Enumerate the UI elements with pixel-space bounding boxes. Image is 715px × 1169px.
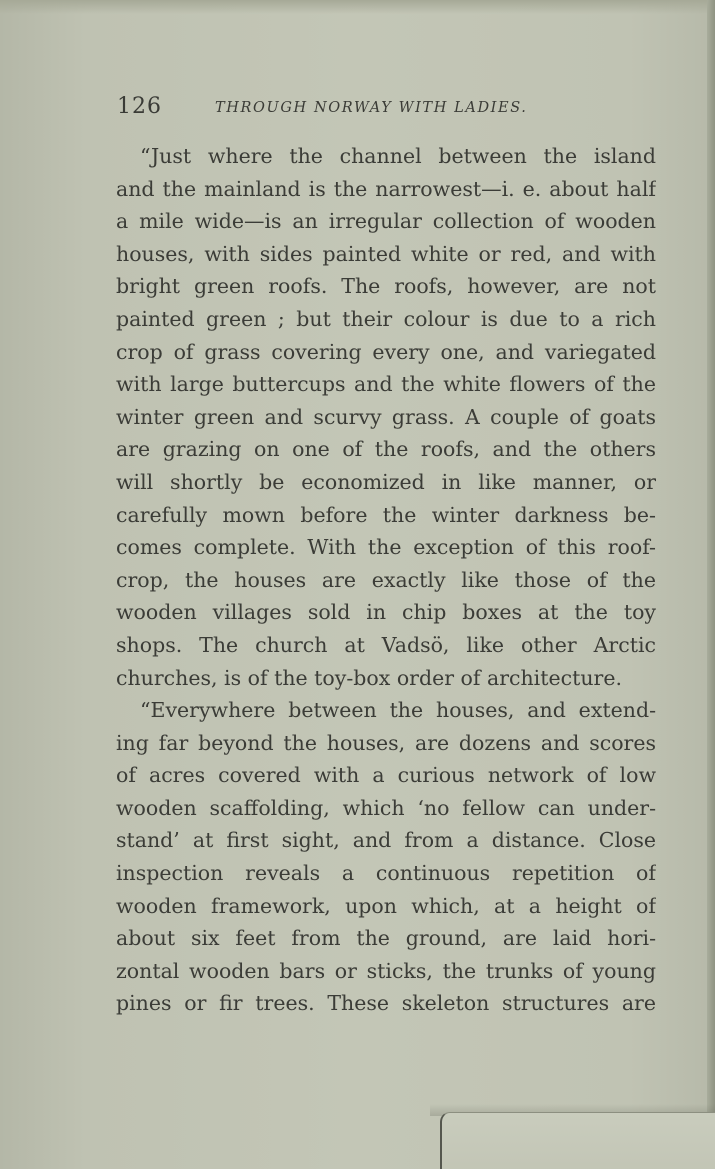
text-line: “Just where the channel between the island: [140, 144, 656, 168]
text-line: of acres covered with a curious network of low: [116, 763, 656, 788]
text-line: winter green and scurvy grass. A couple of goats: [116, 404, 656, 429]
text-line: churches, is of the toy-box order of architecture.: [116, 665, 622, 690]
text-line: ing far beyond the houses, are dozens and scores: [116, 730, 656, 755]
page-right-edge: [707, 0, 715, 1169]
page-fold-corner: [440, 1112, 715, 1169]
page-header: [117, 94, 577, 126]
text-line: will shortly be economized in like manner, or: [116, 469, 656, 494]
text-line: wooden scaffolding, which ‘no fellow can under-: [116, 795, 656, 820]
text-line: are grazing on one of the roofs, and the others: [116, 437, 656, 462]
text-line: houses, with sides painted white or red, and with: [116, 241, 656, 266]
text-line: bright green roofs. The roofs, however, are not: [116, 274, 656, 299]
text-line: zontal wooden bars or sticks, the trunks of young: [116, 958, 656, 983]
text-line: painted green ; but their colour is due to a rich: [116, 306, 656, 331]
text-line: shops. The church at Vadsö, like other Arctic: [116, 632, 656, 657]
running-head: THROUGH NORWAY WITH LADIES.: [215, 100, 528, 116]
page-number: 126: [117, 94, 162, 119]
text-line: crop of grass covering every one, and variegated: [116, 339, 656, 364]
text-line: pines or fir trees. These skeleton structures are: [116, 991, 656, 1016]
text-line: and the mainland is the narrowest—i. e. about half: [116, 176, 656, 201]
text-line: stand’ at first sight, and from a distance. Close: [116, 828, 656, 853]
page-top-edge: [0, 0, 715, 14]
text-line: wooden villages sold in chip boxes at the toy: [116, 600, 656, 625]
text-line: about six feet from the ground, are laid hori-: [116, 926, 656, 951]
text-line: “Everywhere between the houses, and extend-: [140, 698, 656, 723]
text-line: carefully mown before the winter darkness be-: [116, 502, 656, 527]
text-line: crop, the houses are exactly like those of the: [116, 567, 656, 592]
text-line: wooden framework, upon which, at a height of: [116, 893, 656, 918]
text-line: comes complete. With the exception of this roof-: [116, 535, 656, 560]
body-text: [116, 140, 656, 1020]
text-line: inspection reveals a continuous repetition of: [116, 861, 656, 886]
text-line: a mile wide—is an irregular collection of wooden: [116, 209, 656, 234]
text-line: with large buttercups and the white flowers of the: [116, 372, 656, 397]
